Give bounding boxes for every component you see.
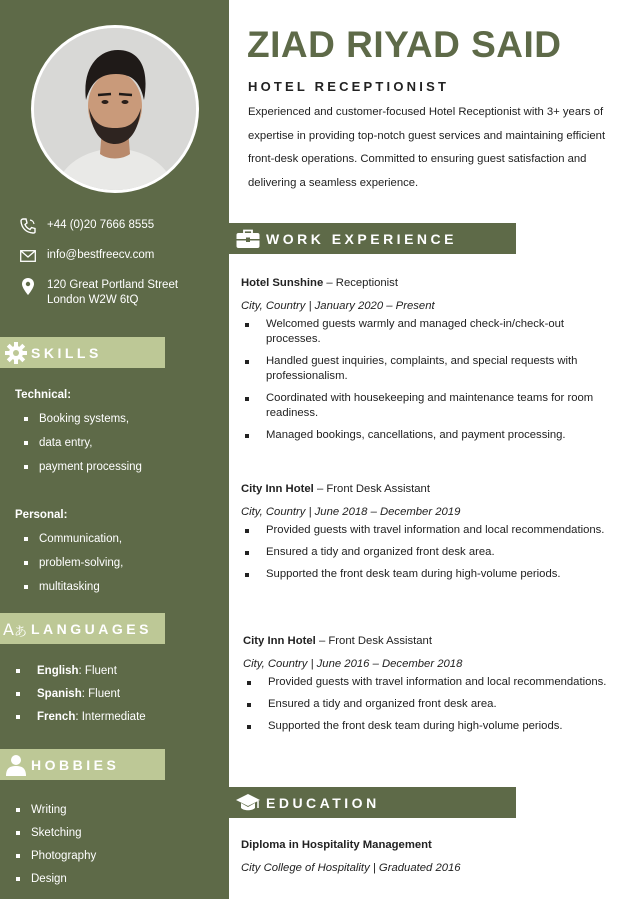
hobbies-list	[16, 798, 96, 890]
hobbies-heading: HOBBIES	[31, 756, 120, 773]
svg-text:A: A	[3, 619, 14, 639]
list-item: Managed bookings, cancellations, and payment processing.	[241, 428, 621, 443]
translate-icon	[1, 616, 31, 642]
list-item: Welcomed guests warmly and managed check-in/check-out processes.	[241, 317, 621, 347]
work-experience-heading: WORK EXPERIENCE	[266, 230, 457, 247]
list-item: Design	[16, 867, 96, 890]
list-item: problem-solving,	[24, 551, 123, 575]
education-degree: Diploma in Hospitality Management	[241, 839, 432, 851]
technical-skills-list	[24, 407, 142, 479]
job-entry-title: City Inn Hotel – Front Desk Assistant	[241, 483, 430, 495]
list-item: Writing	[16, 798, 96, 821]
education-heading-bar	[229, 787, 516, 818]
job-title: HOTEL RECEPTIONIST	[248, 79, 450, 94]
hobbies-heading-bar	[0, 749, 165, 780]
contact-email	[18, 248, 154, 264]
envelope-icon	[18, 248, 38, 264]
list-item: Photography	[16, 844, 96, 867]
personal-skills-list	[24, 527, 123, 599]
list-item: payment processing	[24, 455, 142, 479]
contact-phone	[18, 218, 154, 234]
job-entry-title: City Inn Hotel – Front Desk Assistant	[243, 635, 432, 647]
svg-text:あ: あ	[14, 624, 28, 639]
graduation-cap-icon	[232, 790, 264, 816]
profile-photo-frame	[31, 25, 199, 193]
list-item: English : Fluent	[16, 659, 146, 682]
list-item: Sketching	[16, 821, 96, 844]
job-entry-meta: City, Country | June 2018 – December 2019	[241, 506, 461, 518]
education-heading: EDUCATION	[266, 794, 380, 811]
languages-heading: LANGUAGES	[31, 620, 152, 637]
job-entry-meta: City, Country | January 2020 – Present	[241, 300, 435, 312]
education-meta: City College of Hospitality | Graduated 2016	[241, 862, 461, 874]
list-item: Supported the front desk team during high-volume periods.	[243, 719, 623, 734]
skills-heading-bar	[0, 337, 165, 368]
list-item: Communication,	[24, 527, 123, 551]
list-item: French : Intermediate	[16, 705, 146, 728]
list-item: Supported the front desk team during high-volume periods.	[241, 567, 621, 582]
work-experience-heading-bar	[229, 223, 516, 254]
briefcase-icon	[232, 226, 264, 252]
profile-summary: Experienced and customer-focused Hotel Receptionist with 3+ years of expertise in providing top-notch guest services and maintaining efficient front-desk operations. Committed to ensuring guest satisfaction and delivering a seamless experience.	[248, 106, 606, 189]
list-item: Booking systems,	[24, 407, 142, 431]
job-duties	[241, 523, 621, 582]
job-entry-title: Hotel Sunshine – Receptionist	[241, 277, 398, 289]
profile-photo	[34, 28, 196, 190]
list-item: Coordinated with housekeeping and maintenance teams for room readiness.	[241, 391, 621, 421]
sidebar	[0, 0, 229, 899]
email-address: info@bestfreecv.com	[47, 249, 155, 261]
list-item: multitasking	[24, 575, 123, 599]
postal-address: 120 Great Portland Street London W2W 6tQ	[47, 279, 179, 306]
person-icon	[1, 752, 31, 778]
job-entry	[243, 634, 623, 741]
gear-icon	[1, 340, 31, 366]
list-item: Spanish : Fluent	[16, 682, 146, 705]
job-duties	[243, 675, 623, 734]
languages-heading-bar	[0, 613, 165, 644]
personal-skills-label: Personal:	[15, 509, 68, 521]
job-entry	[241, 482, 621, 589]
job-duties	[241, 317, 621, 443]
phone-number: +44 (0)20 7666 8555	[47, 219, 155, 231]
list-item: Provided guests with travel information and local recommendations.	[241, 523, 621, 538]
list-item: Handled guest inquiries, complaints, and special requests with professionalism.	[241, 354, 621, 384]
list-item: data entry,	[24, 431, 142, 455]
technical-skills-label: Technical:	[15, 389, 72, 401]
job-entry-meta: City, Country | June 2016 – December 2018	[243, 658, 463, 670]
skills-heading: SKILLS	[31, 344, 102, 361]
languages-list	[16, 659, 146, 728]
list-item: Ensured a tidy and organized front desk area.	[241, 545, 621, 560]
list-item: Provided guests with travel information and local recommendations.	[243, 675, 623, 690]
location-pin-icon	[18, 278, 38, 294]
candidate-name: ZIAD RIYAD SAID	[247, 24, 562, 65]
job-entry	[241, 276, 621, 450]
contact-address	[18, 278, 178, 308]
phone-icon	[18, 218, 38, 234]
list-item: Ensured a tidy and organized front desk area.	[243, 697, 623, 712]
